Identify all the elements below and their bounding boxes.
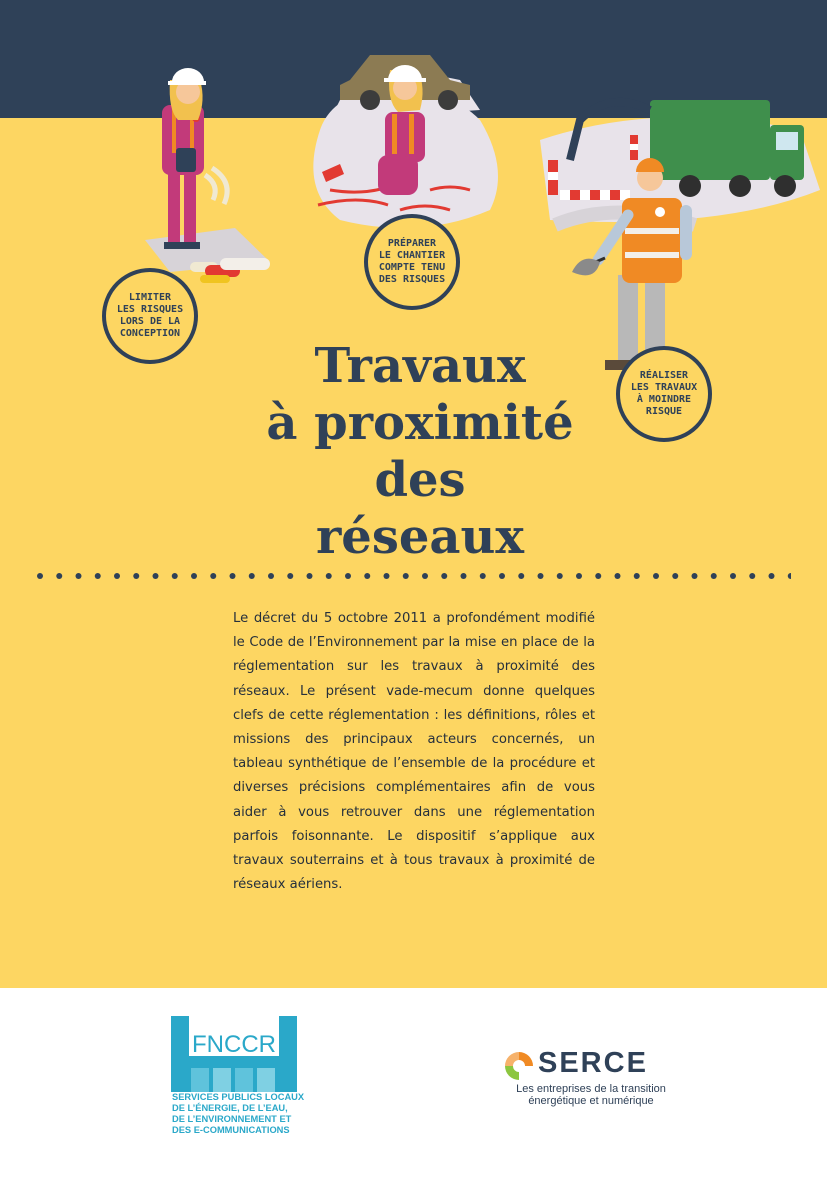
divider-dot (326, 573, 332, 579)
divider-dot (230, 573, 236, 579)
divider-dot (538, 573, 544, 579)
divider-dot (499, 573, 505, 579)
divider-dot (153, 573, 159, 579)
divider-dot (95, 573, 101, 579)
divider-dot (730, 573, 736, 579)
divider-dot (249, 573, 255, 579)
divider-dot (191, 573, 197, 579)
divider-dot (403, 573, 409, 579)
divider-dot (615, 573, 621, 579)
divider-dot (711, 573, 717, 579)
badge-travaux-label: RÉALISER LES TRAVAUX À MOINDRE RISQUE (630, 370, 698, 417)
footer-band (0, 988, 827, 1181)
divider-dot (268, 573, 274, 579)
divider-dot (345, 573, 351, 579)
preparation-worker-illustration (313, 55, 498, 228)
divider-dot (307, 573, 313, 579)
fnccr-subtitle: SERVICES PUBLICS LOCAUX DE L’ÉNERGIE, DE L’EAU, DE L’ENVIRONNEMENT ET DES E-COMMUNICATIONS (172, 1092, 305, 1135)
divider-dot (769, 573, 775, 579)
serce-logo-mark (503, 1050, 535, 1082)
divider-dot (557, 573, 563, 579)
fnccr-logo-text: FNCCR (192, 1031, 276, 1058)
divider-dot (210, 573, 216, 579)
divider-dot (672, 573, 678, 579)
divider-dot (749, 573, 755, 579)
divider-dot (461, 573, 467, 579)
divider-dot (480, 573, 486, 579)
divider-dot (384, 573, 390, 579)
divider-dot (441, 573, 447, 579)
divider-dot (422, 573, 428, 579)
badge-conception-label: LIMITER LES RISQUES LORS DE LA CONCEPTION (116, 292, 184, 339)
divider-dot (76, 573, 82, 579)
page-title: Travaux à proximité des réseaux (266, 338, 574, 565)
serce-logo-text: SERCE (538, 1047, 648, 1079)
divider-dot (287, 573, 293, 579)
divider-dot (37, 573, 43, 579)
divider-dot (172, 573, 178, 579)
intro-paragraph: Le décret du 5 octobre 2011 a profondément modifié le Code de l’Environnement par la mise en place de la réglementation sur les travaux à proximité des réseaux. Le présent vade-mecum donne quelques clefs de cette réglementation : les définitions, rôles et missions des principaux acteurs concernés, un tableau synthétique de l’ensemble de la procédure et diverses précisions complémentaires afin de vous aider à vous retrouver dans une réglementation parfois foisonnante. Le dispositif s’applique aux travaux souterrains et à tous travaux à proximité de réseaux aériens. (233, 611, 595, 893)
dotted-divider (36, 571, 791, 581)
divider-dot (518, 573, 524, 579)
divider-dot (634, 573, 640, 579)
fnccr-logo (171, 1016, 311, 1092)
badge-chantier (364, 214, 460, 310)
divider-dot (788, 573, 791, 579)
divider-dot (692, 573, 698, 579)
divider-dot (576, 573, 582, 579)
divider-dot (653, 573, 659, 579)
divider-dot (114, 573, 120, 579)
badge-chantier-label: PRÉPARER LE CHANTIER COMPTE TENU DES RISQUES (378, 238, 446, 285)
divider-dot (364, 573, 370, 579)
designer-worker-illustration (145, 68, 270, 283)
divider-dot (595, 573, 601, 579)
serce-tagline: Les entreprises de la transition énergétique et numérique (516, 1083, 666, 1107)
divider-dot (56, 573, 62, 579)
divider-dot (133, 573, 139, 579)
